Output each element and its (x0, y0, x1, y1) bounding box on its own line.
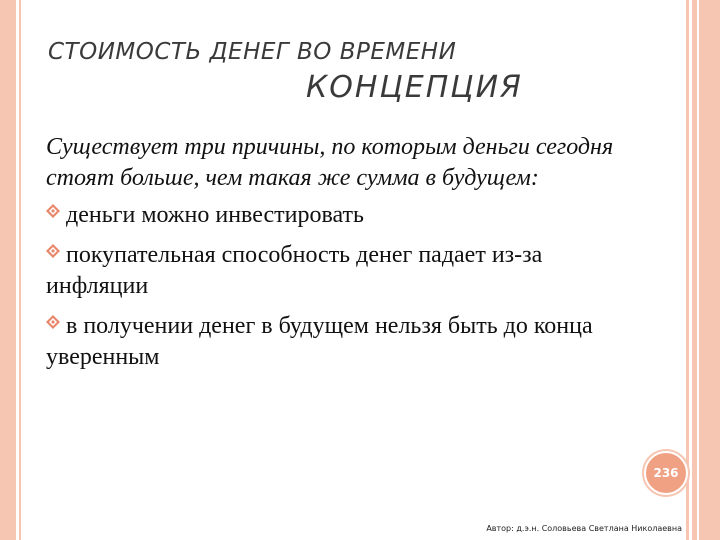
bullet-text: деньги можно инвестировать (66, 202, 364, 228)
bullet-item (46, 311, 646, 373)
right-decorative-gap (697, 0, 699, 540)
diamond-bullet-icon (46, 244, 60, 258)
bullet-item (46, 240, 646, 302)
left-decorative-border (0, 0, 16, 540)
title-line-1: СТОИМОСТЬ ДЕНЕГ ВО ВРЕМЕНИ (48, 39, 457, 65)
bullet-item (46, 200, 646, 231)
page-number-badge: 236 (644, 451, 688, 495)
right-decorative-stripe (686, 0, 689, 540)
diamond-bullet-icon (46, 315, 60, 329)
slide-body (46, 132, 646, 382)
bullet-text: покупательная способность денег падает из-за инфляции (46, 242, 543, 299)
intro-text: Существует три причины, по которым деньги сегодня стоят больше, чем такая же сумма в будущем: (46, 134, 614, 191)
author-footer: Автор: д.э.н. Соловьева Светлана Николаевна (486, 524, 682, 533)
bullet-text: в получении денег в будущем нельзя быть до конца уверенным (46, 313, 593, 370)
left-decorative-stripe (19, 0, 21, 540)
title-line-2: КОНЦЕПЦИЯ (306, 70, 523, 105)
slide-title (48, 38, 668, 106)
diamond-bullet-icon (46, 204, 60, 218)
